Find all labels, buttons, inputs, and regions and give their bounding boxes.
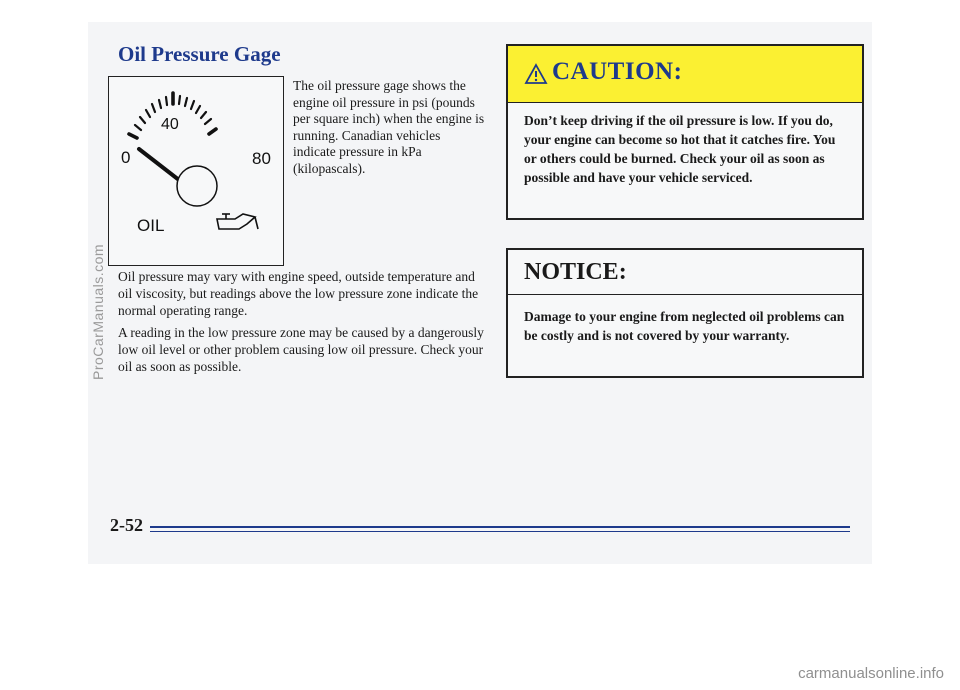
page-number: 2-52	[110, 515, 143, 535]
caution-header	[508, 46, 862, 103]
bottom-watermark: carmanualsonline.info	[798, 665, 944, 682]
page-title: Oil Pressure Gage	[118, 42, 281, 66]
notice-title: NOTICE:	[524, 259, 627, 285]
notice-header	[508, 250, 862, 295]
gauge-label-max: 80	[252, 149, 271, 168]
caution-title: CAUTION:	[552, 58, 683, 85]
side-watermark: ProCarManuals.com	[90, 243, 106, 380]
gauge-hub	[177, 166, 217, 206]
footer-rule	[150, 526, 850, 533]
gauge-needle	[139, 149, 179, 180]
gauge-description: The oil pressure gage shows the engine oil pressure in psi (pounds per square inch) when the engine is running. Canadian vehicles indicate pressure in kPa (kilopascals).	[293, 78, 485, 176]
oil-can-icon	[217, 214, 258, 229]
paragraph-oil-pressure-range: Oil pressure may vary with engine speed, outside temperature and oil viscosity, but readings above the low pressure zone indicate the normal operating range.	[118, 269, 479, 318]
gauge-label-min: 0	[121, 148, 131, 167]
gauge-label-oil: OIL	[137, 216, 165, 235]
caution-text: Don’t keep driving if the oil pressure is low. If you do, your engine can become so hot that it catches fire. You or others could be burned. Check your oil as soon as possible and have your vehicle serviced.	[524, 113, 836, 185]
gauge-label-mid: 40	[161, 116, 179, 133]
warning-triangle-icon	[524, 63, 548, 85]
notice-box	[506, 248, 864, 378]
oil-pressure-gauge-illustration	[108, 76, 284, 266]
gauge-drawing	[109, 77, 283, 265]
notice-text: Damage to your engine from neglected oil problems can be costly and is not covered by your warranty.	[524, 309, 845, 343]
caution-box	[506, 44, 864, 220]
paragraph-low-pressure-zone: A reading in the low pressure zone may be caused by a dangerously low oil level or other problem causing low oil pressure. Check your oil as soon as possible.	[118, 325, 484, 374]
manual-page	[88, 22, 872, 564]
